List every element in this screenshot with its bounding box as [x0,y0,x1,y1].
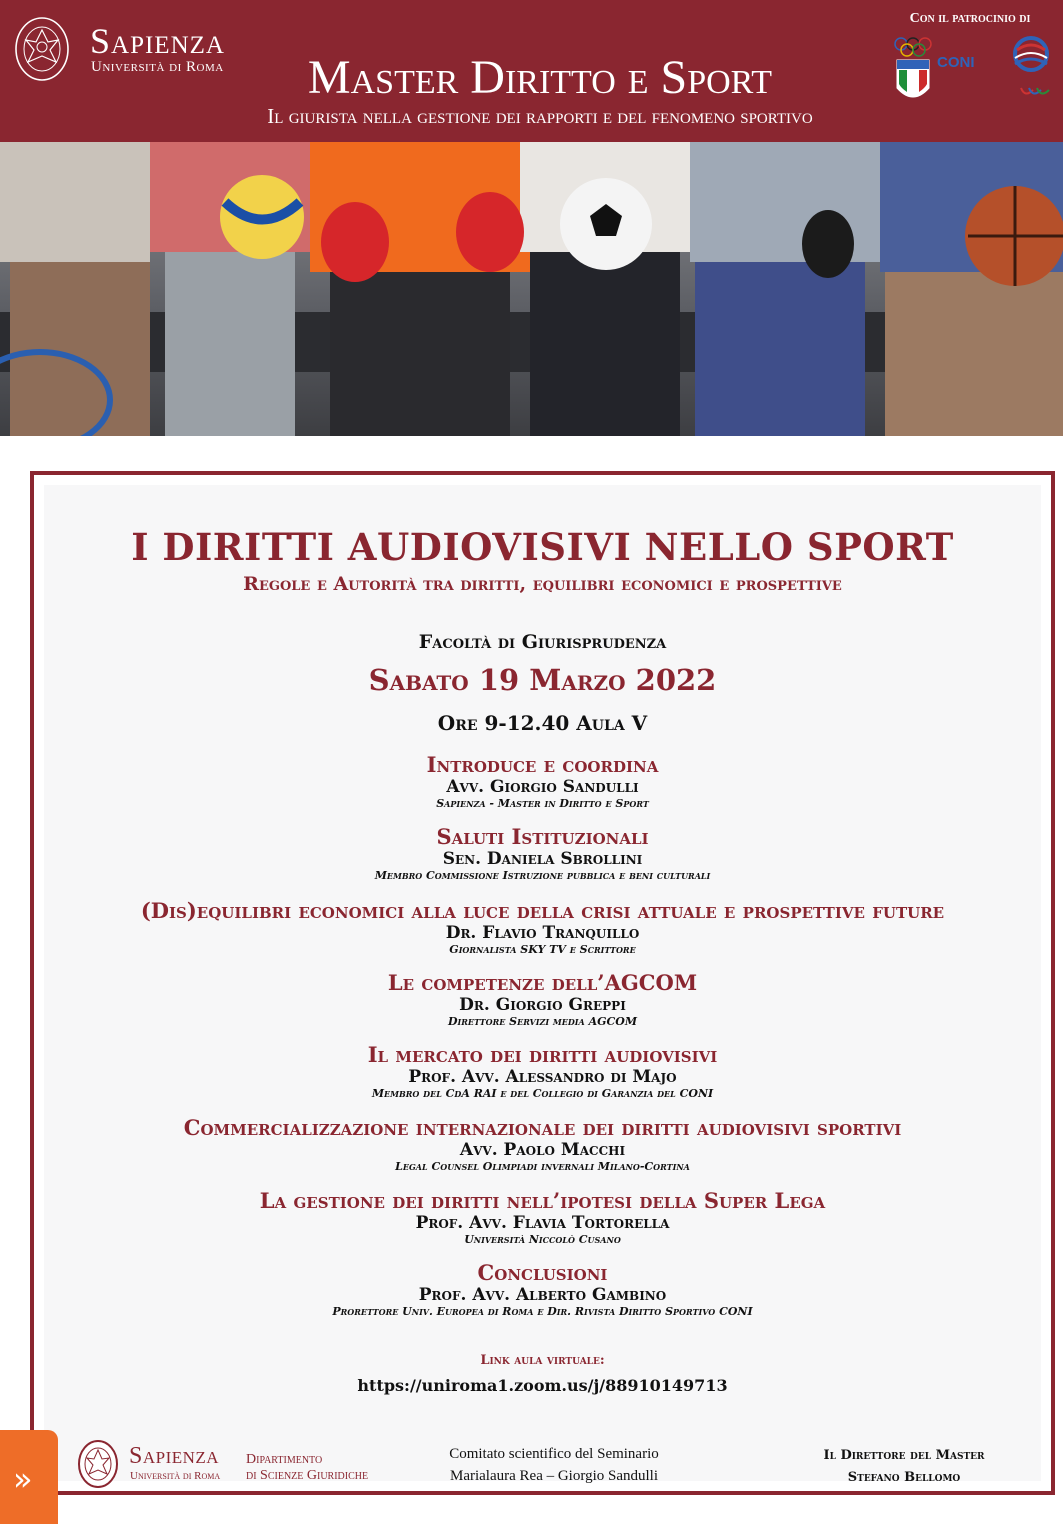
speaker-name: Avv. Giorgio Sandulli [446,777,639,797]
virtual-room-label: Link aula virtuale: [480,1353,605,1368]
speaker-role: Direttore Servizi media AGCOM [447,1015,638,1028]
double-chevron-right-icon: » [13,1460,33,1498]
speaker-role: Giornalista SKY TV e Scrittore [449,943,636,956]
department-line: Dipartimento [246,1452,323,1467]
coni-logo [893,36,983,106]
university-subtitle: Università di Roma [91,59,224,75]
section-heading: Il mercato dei diritti audiovisivi [367,1042,718,1067]
program-section [44,1116,1041,1174]
speaker-role: Prorettore Univ. Europea di Roma e Dir. Rivista Diritto Sportivo CONI [332,1305,753,1318]
speaker-name: Prof. Avv. Flavia Tortorella [415,1213,670,1233]
footer-committee [404,1443,704,1487]
coni-label: CONI [937,54,975,71]
section-heading: (Dis)equilibri economici alla luce della crisi attuale e prospettive future [140,898,945,923]
sapienza-seal-logo [14,16,70,82]
event-hours: Ore 9-12.40 Aula V [437,711,648,735]
speaker-role: Membro del CdA RAI e del Collegio di Garanzia del CONI [371,1087,714,1100]
event-date: Sabato 19 Marzo 2022 [368,663,717,697]
event-faculty: Facoltà di Giurisprudenza [418,631,667,653]
speaker-name: Prof. Avv. Alessandro di Majo [408,1067,677,1087]
event-subtitle: Regole e Autorità tra diritti, equilibri economici e prospettive [243,573,842,595]
section-heading: Le competenze dell’AGCOM [387,970,698,995]
footer-director [804,1445,1004,1489]
speaker-name: Dr. Giorgio Greppi [459,995,626,1015]
speaker-name: Prof. Avv. Alberto Gambino [418,1285,667,1305]
master-subtitle: Il giurista nella gestione dei rapporti e del fenomeno sportivo [267,104,813,128]
section-heading: Saluti Istituzionali [436,824,649,849]
event-panel-body [44,485,1041,1485]
sapienza-seal-logo [77,1439,119,1489]
footer-university-subtitle: Università di Roma [130,1470,221,1482]
event-title: I DIRITTI AUDIOVISIVI NELLO SPORT [131,525,954,569]
section-heading: Introduce e coordina [426,752,659,777]
event-panel [30,471,1055,1495]
patronage-label: Con il patrocinio di [909,11,1031,26]
committee-label: Comitato scientifico del Seminario [449,1446,659,1462]
virtual-room-link[interactable]: https://uniroma1.zoom.us/j/88910149713 [357,1376,728,1395]
department-line: di Scienze Giuridiche [246,1468,369,1483]
footer-university-name: Sapienza [129,1443,220,1469]
speaker-name: Dr. Flavio Tranquillo [445,923,640,943]
section-heading: La gestione dei diritti nell’ipotesi della Super Lega [259,1188,826,1213]
speaker-role: Legal Counsel Olimpiadi invernali Milano-Cortina [395,1160,690,1173]
next-page-button[interactable] [0,1430,58,1524]
program-section [44,1189,1041,1247]
program-section [44,971,1041,1029]
paralympic-logo [1007,36,1063,106]
header-banner [0,0,1063,142]
committee-members: Marialaura Rea – Giorgio Sandulli [449,1468,658,1484]
speaker-role: Membro Commissione Istruzione pubblica e beni culturali [374,869,711,882]
director-name: Stefano Bellomo [847,1470,961,1485]
athletes-photo [0,142,1063,436]
master-title: Master Diritto e Sport [307,51,773,104]
program-section [44,753,1041,811]
program-section [44,825,1041,883]
section-heading: Conclusioni [477,1260,608,1285]
program-section [44,1261,1041,1319]
speaker-name: Avv. Paolo Macchi [459,1140,626,1160]
program-section [44,899,1041,957]
director-label: Il Direttore del Master [823,1448,985,1463]
footer-department [246,1452,368,1484]
speaker-name: Sen. Daniela Sbrollini [442,849,643,869]
speaker-role: Università Niccolò Cusano [464,1233,621,1246]
speaker-role: Sapienza - Master in Diritto e Sport [436,797,649,810]
section-heading: Commercializzazione internazionale dei diritti audiovisivi sportivi [183,1115,902,1140]
program-section [44,1043,1041,1101]
university-name: Sapienza [90,21,225,61]
